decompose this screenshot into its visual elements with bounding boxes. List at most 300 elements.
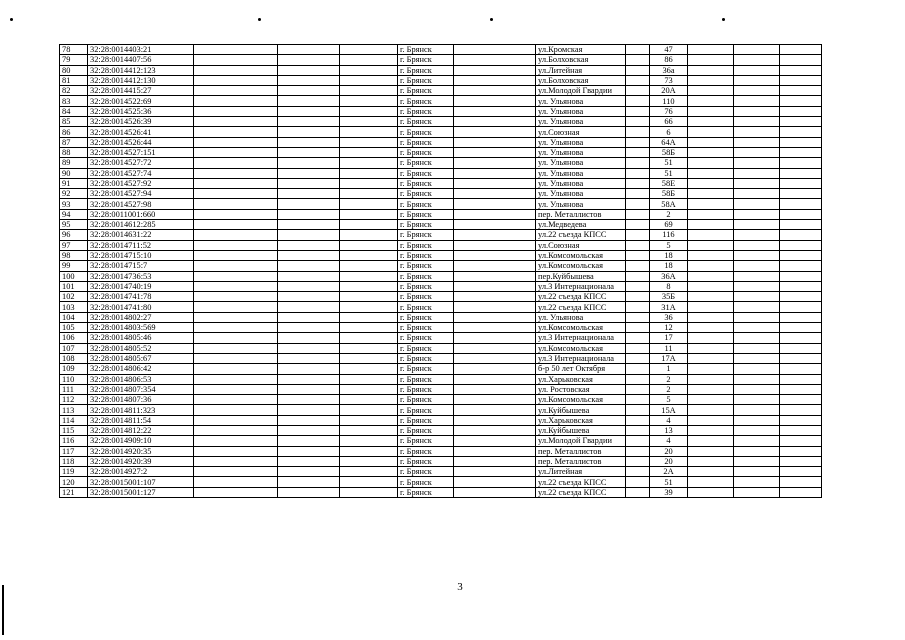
row-number-cell: 95	[60, 220, 88, 230]
empty-cell	[780, 220, 822, 230]
table-row	[60, 96, 822, 106]
empty-cell	[340, 117, 398, 127]
row-number-cell: 118	[60, 456, 88, 466]
empty-cell	[626, 250, 650, 260]
empty-cell	[688, 178, 734, 188]
empty-cell	[780, 199, 822, 209]
empty-cell	[454, 127, 536, 137]
empty-cell	[278, 75, 340, 85]
house-number-cell: 116	[650, 230, 688, 240]
empty-cell	[780, 240, 822, 250]
empty-cell	[734, 271, 780, 281]
empty-cell	[734, 250, 780, 260]
table-row	[60, 446, 822, 456]
row-number-cell: 101	[60, 281, 88, 291]
empty-cell	[278, 333, 340, 343]
empty-cell	[340, 343, 398, 353]
empty-cell	[780, 312, 822, 322]
scan-dot	[490, 18, 493, 21]
row-number-cell: 117	[60, 446, 88, 456]
empty-cell	[194, 96, 278, 106]
empty-cell	[688, 220, 734, 230]
empty-cell	[454, 487, 536, 497]
empty-cell	[734, 230, 780, 240]
city-cell: г. Брянск	[398, 55, 454, 65]
cadastral-number-cell: 32:28:0014811:323	[88, 405, 194, 415]
row-number-cell: 83	[60, 96, 88, 106]
empty-cell	[734, 189, 780, 199]
empty-cell	[688, 446, 734, 456]
table-row	[60, 209, 822, 219]
empty-cell	[780, 158, 822, 168]
empty-cell	[340, 147, 398, 157]
city-cell: г. Брянск	[398, 75, 454, 85]
street-cell: ул.Медведева	[536, 220, 626, 230]
empty-cell	[626, 65, 650, 75]
empty-cell	[454, 209, 536, 219]
city-cell: г. Брянск	[398, 117, 454, 127]
empty-cell	[734, 425, 780, 435]
empty-cell	[278, 384, 340, 394]
table-row	[60, 302, 822, 312]
table-row	[60, 312, 822, 322]
empty-cell	[626, 178, 650, 188]
table-row	[60, 271, 822, 281]
empty-cell	[734, 456, 780, 466]
empty-cell	[780, 209, 822, 219]
empty-cell	[194, 230, 278, 240]
empty-cell	[626, 333, 650, 343]
empty-cell	[340, 312, 398, 322]
empty-cell	[688, 261, 734, 271]
street-cell: ул.Комсомольская	[536, 343, 626, 353]
house-number-cell: 51	[650, 168, 688, 178]
empty-cell	[688, 343, 734, 353]
row-number-cell: 108	[60, 353, 88, 363]
empty-cell	[454, 147, 536, 157]
empty-cell	[454, 65, 536, 75]
empty-cell	[278, 312, 340, 322]
house-number-cell: 2	[650, 209, 688, 219]
empty-cell	[278, 209, 340, 219]
empty-cell	[194, 189, 278, 199]
empty-cell	[780, 65, 822, 75]
empty-cell	[340, 487, 398, 497]
empty-cell	[340, 436, 398, 446]
empty-cell	[454, 250, 536, 260]
empty-cell	[780, 147, 822, 157]
empty-cell	[734, 158, 780, 168]
empty-cell	[454, 364, 536, 374]
table-row	[60, 425, 822, 435]
empty-cell	[454, 302, 536, 312]
empty-cell	[780, 415, 822, 425]
empty-cell	[340, 106, 398, 116]
empty-cell	[454, 158, 536, 168]
table-row	[60, 292, 822, 302]
empty-cell	[734, 281, 780, 291]
row-number-cell: 114	[60, 415, 88, 425]
row-number-cell: 110	[60, 374, 88, 384]
empty-cell	[454, 45, 536, 55]
street-cell: пер.Куйбышева	[536, 271, 626, 281]
house-number-cell: 2	[650, 384, 688, 394]
empty-cell	[454, 436, 536, 446]
row-number-cell: 100	[60, 271, 88, 281]
table-row	[60, 364, 822, 374]
empty-cell	[780, 302, 822, 312]
empty-cell	[780, 333, 822, 343]
house-number-cell: 17	[650, 333, 688, 343]
street-cell: ул. Ульянова	[536, 312, 626, 322]
empty-cell	[626, 312, 650, 322]
empty-cell	[454, 75, 536, 85]
empty-cell	[626, 436, 650, 446]
empty-cell	[688, 86, 734, 96]
scan-dot	[722, 18, 725, 21]
empty-cell	[780, 45, 822, 55]
empty-cell	[194, 178, 278, 188]
cadastral-number-cell: 32:28:0014802:27	[88, 312, 194, 322]
empty-cell	[688, 374, 734, 384]
empty-cell	[340, 137, 398, 147]
house-number-cell: 51	[650, 158, 688, 168]
empty-cell	[626, 467, 650, 477]
empty-cell	[194, 374, 278, 384]
empty-cell	[626, 117, 650, 127]
table-row	[60, 384, 822, 394]
empty-cell	[278, 189, 340, 199]
city-cell: г. Брянск	[398, 456, 454, 466]
house-number-cell: 12	[650, 323, 688, 333]
street-cell: ул.Молодой Гвардии	[536, 436, 626, 446]
empty-cell	[626, 323, 650, 333]
street-cell: ул.22 съезда КПСС	[536, 230, 626, 240]
empty-cell	[688, 250, 734, 260]
empty-cell	[626, 240, 650, 250]
empty-cell	[734, 75, 780, 85]
city-cell: г. Брянск	[398, 292, 454, 302]
table-row	[60, 199, 822, 209]
street-cell: ул.Союзная	[536, 127, 626, 137]
house-number-cell: 1	[650, 364, 688, 374]
empty-cell	[626, 477, 650, 487]
empty-cell	[454, 374, 536, 384]
empty-cell	[626, 127, 650, 137]
empty-cell	[626, 343, 650, 353]
empty-cell	[626, 456, 650, 466]
empty-cell	[278, 271, 340, 281]
row-number-cell: 99	[60, 261, 88, 271]
city-cell: г. Брянск	[398, 323, 454, 333]
city-cell: г. Брянск	[398, 96, 454, 106]
empty-cell	[340, 45, 398, 55]
row-number-cell: 105	[60, 323, 88, 333]
empty-cell	[340, 168, 398, 178]
row-number-cell: 115	[60, 425, 88, 435]
empty-cell	[278, 96, 340, 106]
street-cell: ул.Молодой Гвардии	[536, 86, 626, 96]
row-number-cell: 121	[60, 487, 88, 497]
empty-cell	[454, 353, 536, 363]
table-row	[60, 250, 822, 260]
house-number-cell: 51	[650, 477, 688, 487]
cadastral-number-cell: 32:28:0014526:44	[88, 137, 194, 147]
empty-cell	[626, 96, 650, 106]
empty-cell	[734, 220, 780, 230]
cadastral-number-cell: 32:28:0014805:52	[88, 343, 194, 353]
table-row	[60, 467, 822, 477]
empty-cell	[780, 75, 822, 85]
empty-cell	[194, 364, 278, 374]
empty-cell	[780, 395, 822, 405]
city-cell: г. Брянск	[398, 261, 454, 271]
city-cell: г. Брянск	[398, 271, 454, 281]
empty-cell	[194, 477, 278, 487]
table-row	[60, 117, 822, 127]
cadastral-number-cell: 32:28:0014715:7	[88, 261, 194, 271]
house-number-cell: 58Е	[650, 178, 688, 188]
house-number-cell: 18	[650, 250, 688, 260]
empty-cell	[734, 96, 780, 106]
empty-cell	[340, 127, 398, 137]
house-number-cell: 86	[650, 55, 688, 65]
city-cell: г. Брянск	[398, 240, 454, 250]
empty-cell	[340, 55, 398, 65]
row-number-cell: 116	[60, 436, 88, 446]
empty-cell	[626, 281, 650, 291]
house-number-cell: 5	[650, 395, 688, 405]
empty-cell	[194, 86, 278, 96]
empty-cell	[734, 374, 780, 384]
cadastral-number-cell: 32:28:0014736:53	[88, 271, 194, 281]
street-cell: ул.Литейная	[536, 467, 626, 477]
empty-cell	[278, 147, 340, 157]
street-cell: ул.Харьковская	[536, 374, 626, 384]
empty-cell	[194, 137, 278, 147]
empty-cell	[454, 446, 536, 456]
empty-cell	[340, 405, 398, 415]
empty-cell	[278, 199, 340, 209]
empty-cell	[194, 405, 278, 415]
street-cell: ул.Куйбышева	[536, 405, 626, 415]
row-number-cell: 87	[60, 137, 88, 147]
cadastral-number-cell: 32:28:0014807:354	[88, 384, 194, 394]
row-number-cell: 86	[60, 127, 88, 137]
empty-cell	[688, 271, 734, 281]
empty-cell	[454, 415, 536, 425]
street-cell: ул. Ульянова	[536, 96, 626, 106]
cadastral-number-cell: 32:28:0014740:19	[88, 281, 194, 291]
house-number-cell: 58Б	[650, 147, 688, 157]
row-number-cell: 85	[60, 117, 88, 127]
street-cell: ул. Ульянова	[536, 117, 626, 127]
empty-cell	[734, 199, 780, 209]
empty-cell	[780, 446, 822, 456]
city-cell: г. Брянск	[398, 189, 454, 199]
street-cell: ул.22 съезда КПСС	[536, 487, 626, 497]
row-number-cell: 120	[60, 477, 88, 487]
table-row	[60, 477, 822, 487]
empty-cell	[278, 364, 340, 374]
cadastral-number-cell: 32:28:0014527:98	[88, 199, 194, 209]
empty-cell	[780, 281, 822, 291]
empty-cell	[688, 45, 734, 55]
empty-cell	[688, 240, 734, 250]
empty-cell	[340, 240, 398, 250]
empty-cell	[194, 75, 278, 85]
house-number-cell: 36а	[650, 65, 688, 75]
empty-cell	[194, 147, 278, 157]
empty-cell	[626, 168, 650, 178]
empty-cell	[780, 374, 822, 384]
street-cell: ул. Ульянова	[536, 189, 626, 199]
cadastral-number-cell: 32:28:0014741:80	[88, 302, 194, 312]
empty-cell	[340, 158, 398, 168]
empty-cell	[278, 281, 340, 291]
empty-cell	[688, 487, 734, 497]
city-cell: г. Брянск	[398, 106, 454, 116]
table-body	[60, 45, 822, 498]
empty-cell	[340, 467, 398, 477]
empty-cell	[340, 96, 398, 106]
house-number-cell: 5	[650, 240, 688, 250]
empty-cell	[688, 333, 734, 343]
empty-cell	[278, 323, 340, 333]
cadastral-number-cell: 32:28:0014407:56	[88, 55, 194, 65]
house-number-cell: 20	[650, 456, 688, 466]
empty-cell	[194, 261, 278, 271]
city-cell: г. Брянск	[398, 178, 454, 188]
empty-cell	[340, 199, 398, 209]
empty-cell	[688, 353, 734, 363]
table-row	[60, 230, 822, 240]
empty-cell	[278, 86, 340, 96]
city-cell: г. Брянск	[398, 199, 454, 209]
street-cell: пер. Металлистов	[536, 456, 626, 466]
empty-cell	[688, 65, 734, 75]
city-cell: г. Брянск	[398, 65, 454, 75]
row-number-cell: 82	[60, 86, 88, 96]
address-register-table	[59, 44, 822, 498]
empty-cell	[780, 487, 822, 497]
empty-cell	[626, 374, 650, 384]
street-cell: ул.Литейная	[536, 65, 626, 75]
empty-cell	[278, 127, 340, 137]
empty-cell	[278, 178, 340, 188]
table-row	[60, 323, 822, 333]
table-row	[60, 353, 822, 363]
house-number-cell: 8	[650, 281, 688, 291]
cadastral-number-cell: 32:28:0014805:67	[88, 353, 194, 363]
table-row	[60, 178, 822, 188]
empty-cell	[340, 477, 398, 487]
empty-cell	[454, 220, 536, 230]
empty-cell	[340, 456, 398, 466]
house-number-cell: 35Б	[650, 292, 688, 302]
row-number-cell: 96	[60, 230, 88, 240]
cadastral-number-cell: 32:28:0011001:660	[88, 209, 194, 219]
empty-cell	[278, 240, 340, 250]
city-cell: г. Брянск	[398, 127, 454, 137]
empty-cell	[688, 209, 734, 219]
empty-cell	[780, 86, 822, 96]
empty-cell	[734, 127, 780, 137]
row-number-cell: 92	[60, 189, 88, 199]
city-cell: г. Брянск	[398, 353, 454, 363]
city-cell: г. Брянск	[398, 384, 454, 394]
table-row	[60, 86, 822, 96]
empty-cell	[278, 45, 340, 55]
empty-cell	[626, 353, 650, 363]
empty-cell	[688, 199, 734, 209]
empty-cell	[626, 261, 650, 271]
table-row	[60, 65, 822, 75]
empty-cell	[194, 415, 278, 425]
city-cell: г. Брянск	[398, 405, 454, 415]
house-number-cell: 39	[650, 487, 688, 497]
empty-cell	[278, 405, 340, 415]
row-number-cell: 81	[60, 75, 88, 85]
house-number-cell: 4	[650, 415, 688, 425]
empty-cell	[278, 250, 340, 260]
house-number-cell: 6	[650, 127, 688, 137]
empty-cell	[688, 467, 734, 477]
table-row	[60, 137, 822, 147]
empty-cell	[278, 425, 340, 435]
empty-cell	[734, 446, 780, 456]
empty-cell	[626, 75, 650, 85]
city-cell: г. Брянск	[398, 312, 454, 322]
empty-cell	[734, 353, 780, 363]
empty-cell	[626, 395, 650, 405]
empty-cell	[194, 127, 278, 137]
empty-cell	[780, 261, 822, 271]
row-number-cell: 88	[60, 147, 88, 157]
empty-cell	[454, 323, 536, 333]
empty-cell	[626, 106, 650, 116]
table-row	[60, 436, 822, 446]
cadastral-number-cell: 32:28:0015001:127	[88, 487, 194, 497]
street-cell: ул.Болховская	[536, 75, 626, 85]
cadastral-number-cell: 32:28:0014909:10	[88, 436, 194, 446]
empty-cell	[454, 106, 536, 116]
cadastral-number-cell: 32:28:0014631:22	[88, 230, 194, 240]
empty-cell	[454, 117, 536, 127]
empty-cell	[734, 487, 780, 497]
row-number-cell: 109	[60, 364, 88, 374]
street-cell: ул.3 Интернационала	[536, 353, 626, 363]
cadastral-number-cell: 32:28:0015001:107	[88, 477, 194, 487]
house-number-cell: 36А	[650, 271, 688, 281]
empty-cell	[278, 487, 340, 497]
empty-cell	[194, 292, 278, 302]
table-row	[60, 487, 822, 497]
cadastral-number-cell: 32:28:0014522:69	[88, 96, 194, 106]
empty-cell	[688, 405, 734, 415]
empty-cell	[780, 364, 822, 374]
empty-cell	[780, 384, 822, 394]
empty-cell	[734, 467, 780, 477]
empty-cell	[688, 302, 734, 312]
empty-cell	[734, 65, 780, 75]
empty-cell	[626, 86, 650, 96]
street-cell: пер. Металлистов	[536, 209, 626, 219]
street-cell: ул.22 съезда КПСС	[536, 302, 626, 312]
city-cell: г. Брянск	[398, 446, 454, 456]
empty-cell	[734, 261, 780, 271]
empty-cell	[780, 230, 822, 240]
